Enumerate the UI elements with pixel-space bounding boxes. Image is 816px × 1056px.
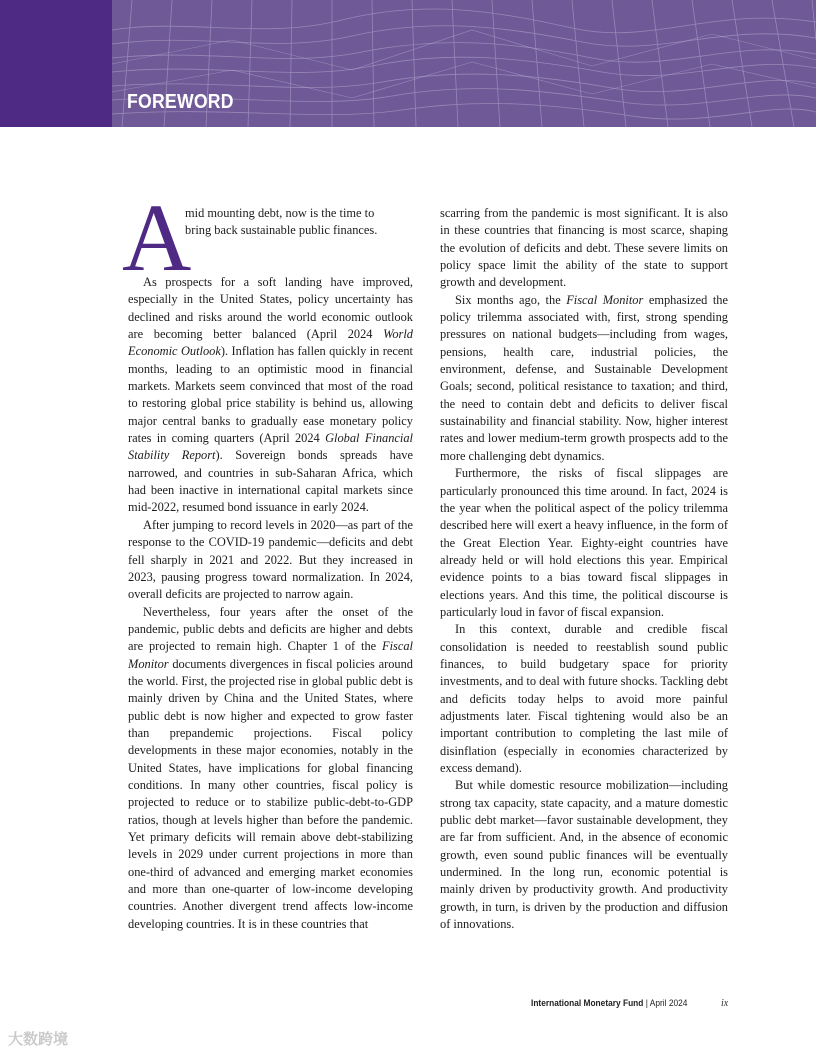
footer-org: International Monetary Fund — [531, 998, 644, 1009]
page-footer: International Monetary Fund | April 2024 — [531, 998, 688, 1009]
report-title: World Economic Outlook — [128, 327, 413, 359]
paragraph: Furthermore, the risks of fiscal slippages are particularly pronounced this time around. In fact, 2024 is the year when the political aspect of the policy trilemma described here will exert a heavy influence, in the form of the Great Election Year. Eighty-eight countries have already held or will hold elections this year. Empirical evidence points to a bias toward fiscal slippages in elections years. And this time, the political discourse is particularly loud in favor of fiscal expansion. — [440, 466, 728, 619]
footer-date: April 2024 — [649, 998, 688, 1009]
paragraph: As prospects for a soft landing have improved, especially in the United States, policy uncertainty has declined and risks around the world economic outlook are becoming better balanced (April 2024 World Economic Outlook). Inflation has fallen quickly in recent months, leading to an optimistic mood in financial markets. Markets seem convinced that most of the road to restoring global price stability is behind us, allowing major central banks to gradually ease monetary policy rates in coming quarters (April 2024 Global Financial Stability Report). Sovereign bonds spreads have narrowed, and countries in sub-Saharan Africa, which had been inactive in international capital markets since mid-2022, resumed bond issuance in early 2024. — [128, 275, 414, 515]
paragraph: Six months ago, the Fiscal Monitor emphasized the policy trilemma associated with, first, strong spending pressures on national budgets—including from wages, pensions, health care, industrial policies, the environment, defense, and Sustainable Development Goals; second, political resistance to taxation; and third, the need to contain debt and deficits to deliver fiscal sustainability and financial stability. Now, higher interest rates and lower medium-term growth prospects add to the more challenging debt dynamics. — [440, 292, 728, 463]
header-banner — [0, 0, 816, 127]
paragraph: scarring from the pandemic is most significant. It is also in these countries that financing is most scarce, shaping the evolution of deficits and debt. These severe limits on policy space limit the ability of the state to support growth and development. — [440, 206, 728, 290]
lead-sentence: mid mounting debt, now is the time to bring back sustainable public finances. — [185, 206, 378, 238]
page-number: ix — [721, 998, 729, 1009]
report-title: Fiscal Monitor — [566, 292, 644, 307]
paragraph: But while domestic resource mobilization—including strong tax capacity, state capacity, and a mature domestic public debt market—favor sustainable development, they are far from sufficient. And, in the absence of economic growth, even sound public finances will be eventually undermined. In the long run, economic potential is mainly driven by productivity growth. And productivity growth, in turn, is driven by the production and diffusion of innovations. — [440, 778, 728, 932]
page-title: FOREWORD — [127, 91, 234, 113]
paragraph: After jumping to record levels in 2020—as part of the response to the COVID-19 pandemic—deficits and debt fell sharply in 2021 and 2022. But they increased in 2023, pausing progress toward normalization. In 2024, overall deficits are projected to narrow again. — [128, 517, 413, 602]
text-column-left — [128, 274, 413, 933]
drop-cap: A — [122, 184, 192, 291]
report-title: Global Financial Stability Report — [128, 431, 413, 463]
paragraph: In this context, durable and credible fiscal consolidation is needed to reestablish sound public finances, to build budgetary space for priority investments, and to deal with future shocks. Tackling debt and deficits today helps to avoid more painful adjustments later. Fiscal tightening would also be an important contribution to completing the last mile of disinflation (especially in economies characterized by excess demand). — [440, 622, 728, 775]
report-title: Fiscal Monitor — [128, 639, 413, 671]
watermark-logo: 大数跨境 — [8, 1030, 69, 1048]
text-column-right — [440, 205, 728, 933]
banner-accent-block — [0, 0, 112, 127]
paragraph: Nevertheless, four years after the onset of the pandemic, public debts and deficits are higher and debts are projected to remain high. Chapter 1 of the Fiscal Monitor documents divergences in fiscal policies around the world. First, the projected rise in global public debt is mainly driven by China and the United States, where public debt is now higher and expected to grow faster than prepandemic projections. Fiscal policy developments in these major economies, notably in the United States, have implications for global financing conditions. In many other countries, fiscal policy is projected to reduce or to stabilize public-debt-to-GDP ratios, though at levels higher than before the pandemic. Yet primary deficits will remain above debt-stabilizing levels in 2029 under current projections in more than one-third of advanced and emerging market economies and more than one-quarter of low-income developing countries. Another divergent trend affects low-income developing countries. It is in these countries that — [128, 604, 413, 931]
